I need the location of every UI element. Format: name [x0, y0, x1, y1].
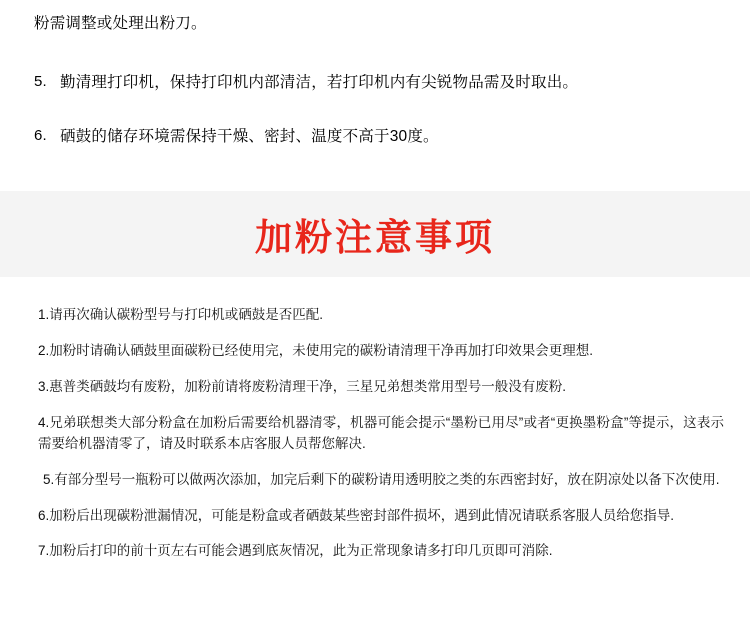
section-banner-title: 加粉注意事项: [255, 216, 495, 259]
note-item-6-text: 硒鼓的储存环境需保持干燥、密封、温度不高于30度。: [60, 127, 439, 145]
instruction-item: 6.加粉后出现碳粉泄漏情况，可能是粉盒或者硒鼓某些密封部件损坏，遇到此情况请联系客服人员给您指导.: [38, 507, 675, 523]
instruction-item: 3.惠普类硒鼓均有废粉，加粉前请将废粉清理干净，三星兄弟想类常用型号一般没有废粉.: [38, 378, 567, 394]
instruction-item: 1.请再次确认碳粉型号与打印机或硒鼓是否匹配.: [38, 307, 324, 322]
note-continuation: [34, 12, 722, 35]
instructions-section: [0, 305, 750, 577]
note-item-5-number: 5.: [34, 73, 47, 91]
note-item-6: [34, 125, 722, 148]
note-item-5-text: 勤清理打印机，保持打印机内部清洁，若打印机内有尖锐物品需及时取出。: [60, 74, 579, 92]
instruction-item: 5.有部分型号一瓶粉可以做两次添加，加完后剩下的碳粉请用透明胶之类的东西密封好，放在阴凉处以备下次使用.: [43, 471, 720, 487]
instruction-item: 7.加粉后打印的前十页左右可能会遇到底灰情况，此为正常现象请多打印几页即可消除.: [38, 543, 553, 559]
note-item-6-number: 6.: [34, 126, 47, 144]
top-notes-section: [0, 0, 750, 148]
note-continuation-text: 粉需调整或处理出粉刀。: [34, 15, 207, 32]
instruction-item: 4.兄弟联想类大部分粉盒在加粉后需要给机器清零，机器可能会提示“墨粉已用尽”或者“更换墨粉盒”等提示，这表示需要给机器清零了，请及时联系本店客服人员帮您解决.: [38, 414, 724, 451]
section-banner: [0, 191, 750, 277]
note-item-5: [34, 71, 722, 94]
instruction-item: 2.加粉时请确认硒鼓里面碳粉已经使用完，未使用完的碳粉请清理干净再加打印效果会更理想.: [38, 342, 594, 358]
